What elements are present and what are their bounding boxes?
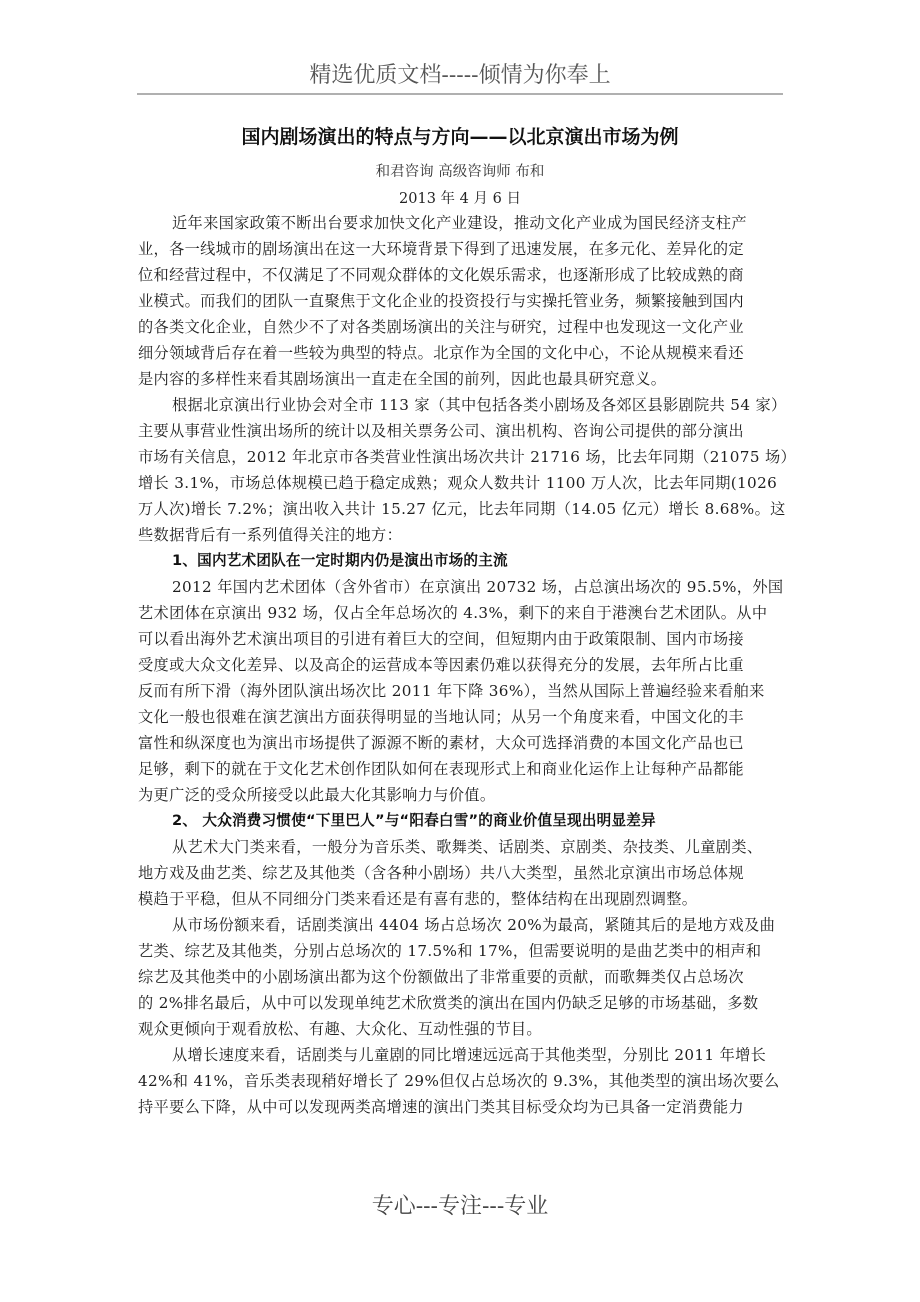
text-line: 业，各一线城市的剧场演出在这一大环境背景下得到了迅速发展，在多元化、差异化的定 — [138, 240, 744, 258]
text-line: 细分领域背后存在着一些较为典型的特点。北京作为全国的文化中心，不论从规模来看还 — [138, 344, 744, 362]
section-heading: 1、国内艺术团队在一定时期内仍是演出市场的主流 — [172, 552, 508, 569]
section-heading-1 — [138, 548, 778, 574]
section-heading-2 — [138, 808, 778, 834]
text-line: 观众更倾向于观看放松、有趣、大众化、互动性强的节目。 — [138, 1020, 542, 1038]
text-line: 受度或大众文化差异、以及高企的运营成本等因素仍难以获得充分的发展，去年所占比重 — [138, 656, 744, 674]
text-line: 艺类、综艺及其他类，分别占总场次的 17.5%和 17%，但需要说明的是曲艺类中的相声和 — [138, 942, 762, 960]
text-line: 从市场份额来看，话剧类演出 4404 场占总场次 20%为最高，紧随其后的是地方戏及曲 — [172, 916, 776, 934]
text-line: 业模式。而我们的团队一直聚焦于文化企业的投资投行与实操托管业务，频繁接触到国内 — [138, 292, 744, 310]
document-title: 国内剧场演出的特点与方向——以北京演出市场为例 — [241, 126, 679, 148]
text-line: 的各类文化企业，自然少不了对各类剧场演出的关注与研究，过程中也发现这一文化产业 — [138, 318, 744, 336]
text-line: 的 2%排名最后，从中可以发现单纯艺术欣赏类的演出在国内仍缺乏足够的市场基础，多数 — [138, 994, 759, 1012]
text-line: 是内容的多样性来看其剧场演出一直走在全国的前列，因此也最具研究意义。 — [138, 370, 667, 388]
text-line: 42%和 41%，音乐类表现稍好增长了 29%但仅占总场次的 9.3%，其他类型的演出场次要么 — [138, 1072, 780, 1090]
text-line: 些数据背后有一系列值得关注的地方： — [138, 526, 403, 544]
text-line: 位和经营过程中，不仅满足了不同观众群体的文化娱乐需求，也逐渐形成了比较成熟的商 — [138, 266, 744, 284]
text-line: 市场有关信息，2012 年北京市各类营业性演出场次共计 21716 场，比去年同期（21075 场） — [138, 448, 797, 466]
paragraph-statistics — [138, 392, 797, 548]
text-line: 近年来国家政策不断出台要求加快文化产业建设，推动文化产业成为国民经济支柱产 — [172, 214, 747, 232]
text-line: 增长 3.1%，市场总体规模已趋于稳定成熟；观众人数共计 1100 万人次，比去年同期(1026 — [138, 474, 778, 492]
page-footer: 专心---专注---专业 — [371, 1194, 549, 1219]
paragraph-market-share — [138, 912, 778, 1042]
header-rule — [137, 93, 783, 95]
text-line: 为更广泛的受众所接受以此最大化其影响力与价值。 — [138, 786, 496, 804]
text-line: 模趋于平稳，但从不同细分门类来看还是有喜有悲的，整体结构在出现剧烈调整。 — [138, 890, 698, 908]
paragraph-categories — [138, 834, 778, 912]
text-line: 足够，剩下的就在于文化艺术创作团队如何在表现形式上和商业化运作上让每种产品都能 — [138, 760, 744, 778]
text-line: 艺术团体在京演出 932 场，仅占全年总场次的 4.3%，剩下的来自于港澳台艺术团队。从中 — [138, 604, 768, 622]
paragraph-growth-rate — [138, 1042, 778, 1120]
text-line: 万人次)增长 7.2%；演出收入共计 15.27 亿元，比去年同期（14.05 亿元）增长 8.68%。这 — [138, 500, 786, 518]
document-body — [138, 210, 797, 1120]
text-line: 综艺及其他类中的小剧场演出都为这个份额做出了非常重要的贡献，而歌舞类仅占总场次 — [138, 968, 744, 986]
text-line: 地方戏及曲艺类、综艺及其他类（含各种小剧场）共八大类型，虽然北京演出市场总体规 — [138, 864, 744, 882]
text-line: 反而有所下滑（海外团队演出场次比 2011 年下降 36%），当然从国际上普遍经验来看舶来 — [138, 682, 765, 700]
text-line: 根据北京演出行业协会对全市 113 家（其中包括各类小剧场及各郊区县影剧院共 54 家） — [172, 396, 787, 414]
page-header: 精选优质文档-----倾情为你奉上 — [309, 63, 611, 88]
text-line: 从艺术大门类来看，一般分为音乐类、歌舞类、话剧类、京剧类、杂技类、儿童剧类、 — [172, 838, 763, 856]
paragraph-domestic-troupes — [138, 574, 784, 808]
text-line: 从增长速度来看，话剧类与儿童剧的同比增速远远高于其他类型，分别比 2011 年增长 — [172, 1046, 767, 1064]
document-author: 和君咨询 高级咨询师 布和 — [375, 164, 545, 180]
text-line: 主要从事营业性演出场所的统计以及相关票务公司、演出机构、咨询公司提供的部分演出 — [138, 422, 744, 440]
section-heading: 2、 大众消费习惯使“下里巴人”与“阳春白雪”的商业价值呈现出明显差异 — [172, 812, 656, 829]
text-line: 富性和纵深度也为演出市场提供了源源不断的素材，大众可选择消费的本国文化产品也已 — [138, 734, 744, 752]
document-date: 2013 年 4 月 6 日 — [399, 191, 521, 207]
text-line: 可以看出海外艺术演出项目的引进有着巨大的空间，但短期内由于政策限制、国内市场接 — [138, 630, 744, 648]
text-line: 文化一般也很难在演艺演出方面获得明显的当地认同；从另一个角度来看，中国文化的丰 — [138, 708, 744, 726]
text-line: 2012 年国内艺术团体（含外省市）在京演出 20732 场，占总演出场次的 95.5%，外国 — [172, 578, 784, 596]
text-line: 持平要么下降，从中可以发现两类高增速的演出门类其目标受众均为已具备一定消费能力 — [138, 1098, 744, 1116]
paragraph-intro — [138, 210, 778, 392]
